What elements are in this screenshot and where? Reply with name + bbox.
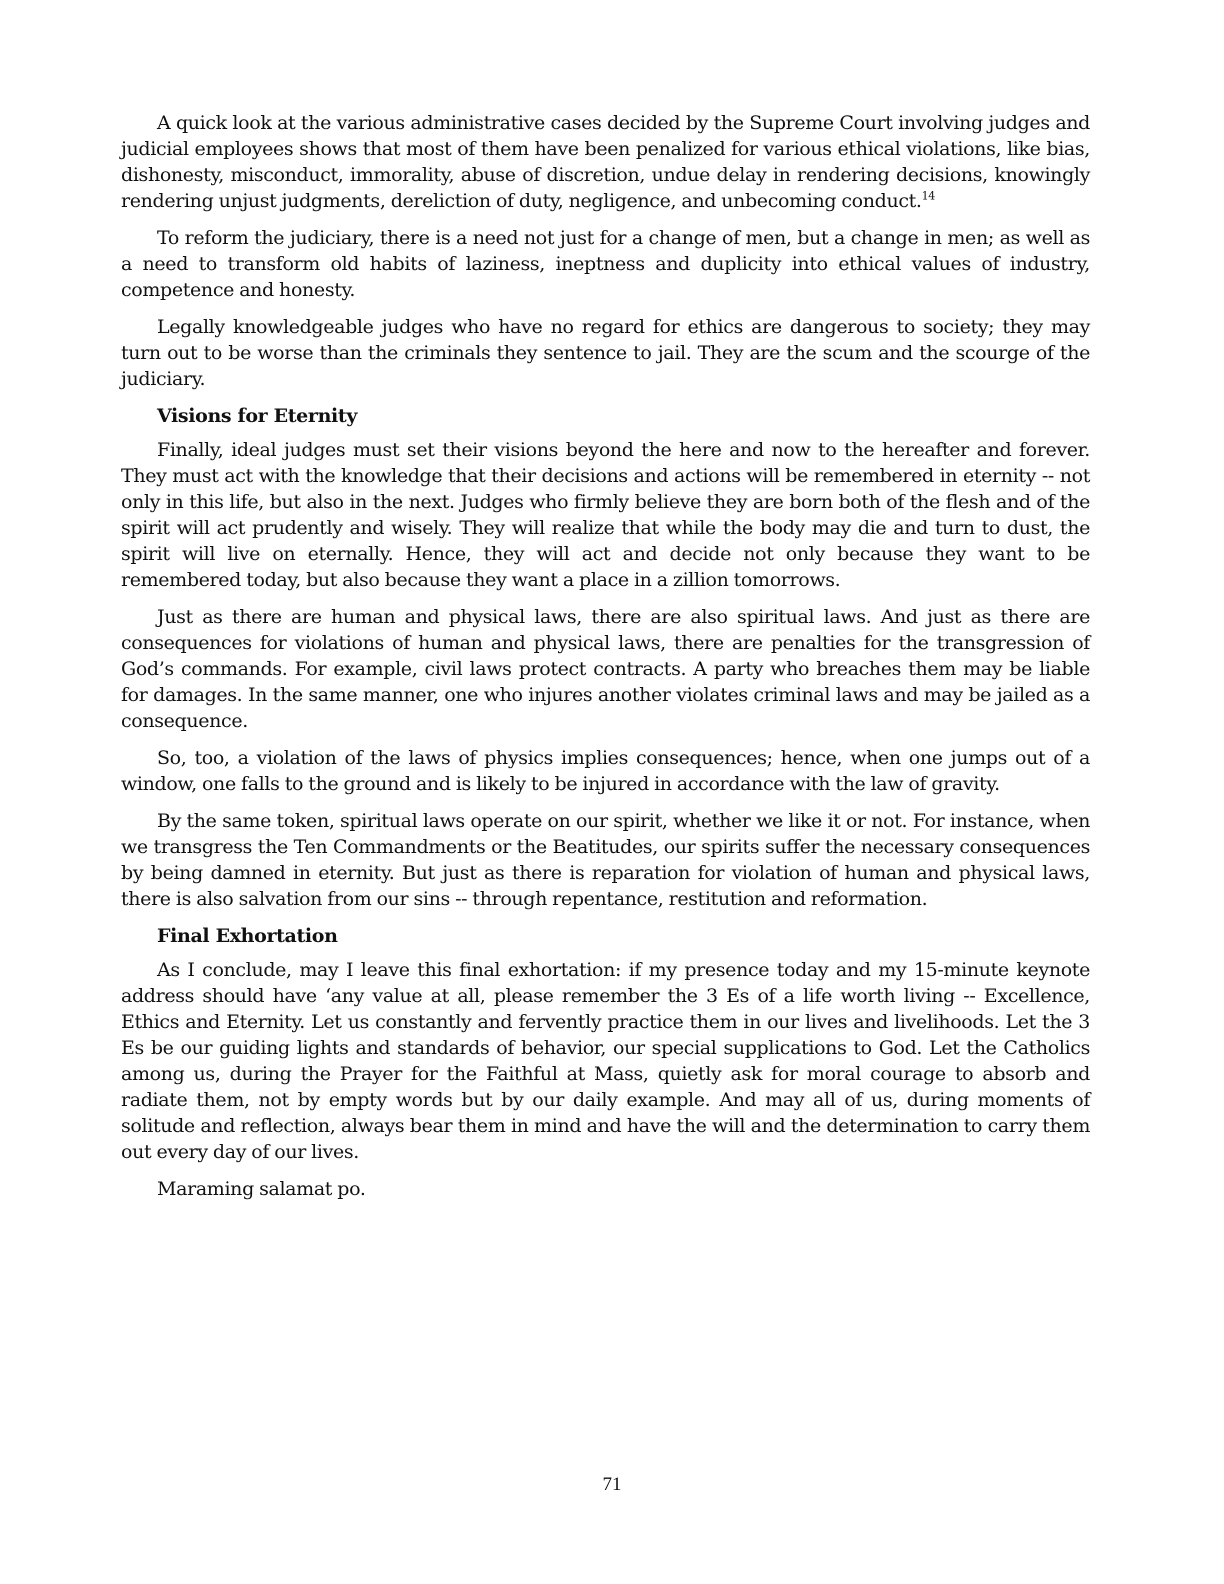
paragraph-same-token: By the same token, spiritual laws operate on our spirit, whether we like it or not. For instance, when we transgress the Ten Commandments or the Beatitudes, our spirits suffer the necessary consequences by being damned in eternity. But just as there is reparation for violation of human and physical laws, there is also salvation from our sins -- through repentance, restitution and reformation. — [121, 810, 1090, 910]
paragraph-closing: Maraming salamat po. — [157, 1178, 366, 1200]
paragraph-ideal-judges: Finally, ideal judges must set their visions beyond the here and now to the hereafter and forever. They must act with the knowledge that their decisions and actions will be remembered in eternity -- not only in this life, but also in the next. Judges who firmly believe they are born both of the flesh and of the spirit will act prudently and wisely. They will realize that while the body may die and turn to dust, the spirit will live on eternally. Hence, they will act and decide not only because they want to be remembered today, but also because they want a place in a zillion tomorrows. — [121, 439, 1090, 591]
footnote-reference[interactable]: 14 — [921, 189, 935, 203]
paragraph-laws-of-physics: So, too, a violation of the laws of physics implies consequences; hence, when one jumps out of a window, one falls to the ground and is likely to be injured in accordance with the law of gravity. — [121, 747, 1090, 795]
paragraph-conclusion: As I conclude, may I leave this final exhortation: if my presence today and my 15-minute keynote address should have ‘any value at all, please remember the 3 Es of a life worth living -- Excellence, Ethics and Eternity. Let us constantly and fervently practice them in our lives and livelihoods. Let the 3 Es be our guiding lights and standards of behavior, our special supplications to God. Let the Catholics among us, during the Prayer for the Faithful at Mass, quietly ask for moral courage to absorb and radiate them, not by empty words but by our daily example. And may all of us, during moments of solitude and reflection, always bear them in mind and have the will and the determination to carry them out every day of our lives. — [121, 959, 1090, 1163]
paragraph-knowledgeable-judges: Legally knowledgeable judges who have no regard for ethics are dangerous to society; they may turn out to be worse than the criminals they sentence to jail. They are the scum and the scourge of the judiciary. — [121, 316, 1090, 390]
page-number: 71 — [602, 1474, 622, 1495]
paragraph-judicial-cases — [121, 110, 1090, 214]
section-heading-visions: Visions for Eternity — [157, 405, 358, 427]
page-body — [121, 110, 1090, 1213]
paragraph-text: A quick look at the various administrative cases decided by the Supreme Court involving judges and judicial employees shows that most of them have been penalized for various ethical violations, like bias, dishonesty, misconduct, immorality, abuse of discretion, undue delay in rendering decisions, knowingly rendering unjust judgments, dereliction of duty, negligence, and unbecoming conduct. — [121, 112, 1090, 212]
paragraph-reform-judiciary: To reform the judiciary, there is a need not just for a change of men, but a change in men; as well as a need to transform old habits of laziness, ineptness and duplicity into ethical values of industry, competence and honesty. — [121, 227, 1090, 301]
section-heading-final-exhortation: Final Exhortation — [157, 925, 338, 947]
paragraph-spiritual-laws: Just as there are human and physical laws, there are also spiritual laws. And just as there are consequences for violations of human and physical laws, there are penalties for the transgression of God’s commands. For example, civil laws protect contracts. A party who breaches them may be liable for damages. In the same manner, one who injures another violates criminal laws and may be jailed as a consequence. — [121, 606, 1090, 732]
